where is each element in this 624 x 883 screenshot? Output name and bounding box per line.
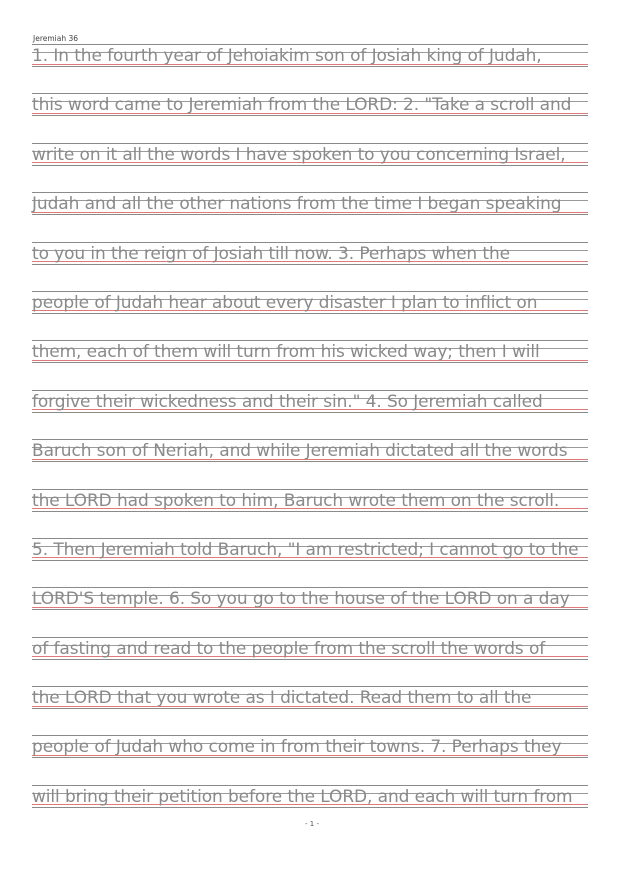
- writing-line: [32, 489, 588, 538]
- line-text: 1. In the fourth year of Jehoiakim son of Josiah king of Judah,: [32, 46, 542, 66]
- line-text: this word came to Jeremiah from the LORD: 2. "Take a scroll and: [32, 95, 572, 116]
- line-text: LORD'S temple. 6. So you go to the house of the LORD on a day: [32, 589, 570, 610]
- writing-line: [32, 143, 588, 192]
- writing-line: [32, 192, 588, 241]
- line-text: Baruch son of Neriah, and while Jeremiah dictated all the words: [32, 441, 568, 462]
- writing-line: [32, 291, 588, 340]
- writing-line: [32, 637, 588, 686]
- writing-line: [32, 93, 588, 142]
- writing-line: [32, 538, 588, 587]
- line-text: the LORD that you wrote as I dictated. Read them to all the: [32, 688, 532, 709]
- writing-line: [32, 587, 588, 636]
- line-text: will bring their petition before the LORD, and each will turn from: [32, 786, 573, 807]
- line-text: forgive their wickedness and their sin." 4. So Jeremiah called: [32, 391, 543, 412]
- handwriting-lines: [32, 44, 588, 834]
- writing-line: [32, 735, 588, 784]
- line-text: them, each of them will turn from his wicked way; then I will: [32, 342, 540, 363]
- writing-line: [32, 390, 588, 439]
- line-text: people of Judah who come in from their towns. 7. Perhaps they: [32, 737, 562, 758]
- line-text: the LORD had spoken to him, Baruch wrote them on the scroll.: [32, 490, 560, 511]
- writing-line: [32, 439, 588, 488]
- line-text: write on it all the words I have spoken to you concerning Israel,: [32, 144, 566, 165]
- writing-line: [32, 340, 588, 389]
- writing-line: [32, 686, 588, 735]
- writing-line: [32, 44, 588, 93]
- line-text: to you in the reign of Josiah till now. 3. Perhaps when the: [32, 243, 511, 264]
- line-text: people of Judah hear about every disaster I plan to inflict on: [32, 292, 538, 313]
- line-text: of fasting and read to the people from the scroll the words of: [32, 638, 546, 659]
- line-text: 5. Then Jeremiah told Baruch, "I am restricted; I cannot go to the: [32, 539, 579, 560]
- line-text: Judah and all the other nations from the time I began speaking: [32, 194, 562, 215]
- page-number: - 1 -: [305, 820, 319, 828]
- writing-line: [32, 242, 588, 291]
- page-header: Jeremiah 36: [33, 34, 79, 43]
